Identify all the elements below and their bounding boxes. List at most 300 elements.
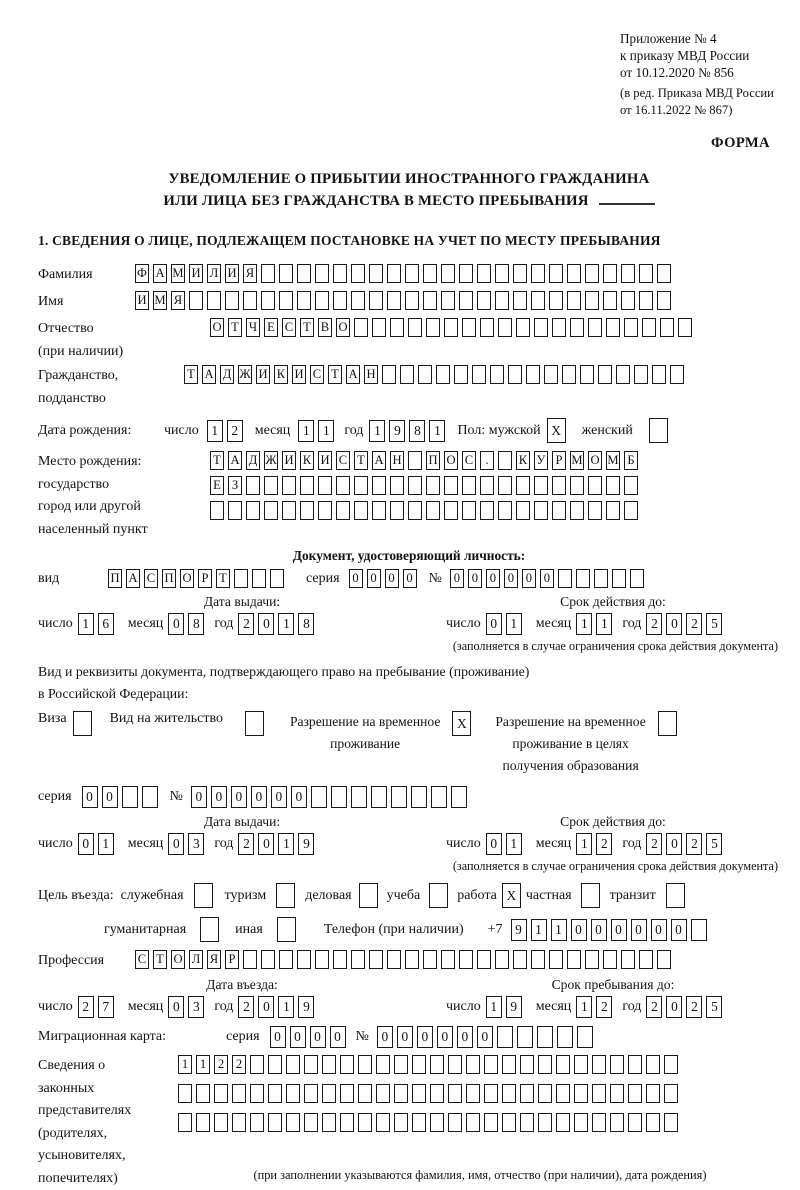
char-cell[interactable]: 0 (191, 786, 207, 808)
char-cell[interactable] (454, 365, 468, 384)
char-cell[interactable] (358, 1084, 372, 1103)
char-cell[interactable] (498, 476, 512, 495)
char-cell[interactable] (646, 1113, 660, 1132)
char-cell[interactable] (567, 264, 581, 283)
char-cell[interactable] (646, 1055, 660, 1074)
char-cell[interactable]: 0 (450, 569, 464, 588)
char-cell[interactable]: М (606, 451, 620, 470)
char-cell[interactable] (502, 1113, 516, 1132)
char-cell[interactable] (497, 1026, 513, 1048)
char-cell[interactable]: 0 (385, 569, 399, 588)
char-cell[interactable]: Т (216, 569, 230, 588)
char-cell[interactable] (448, 1084, 462, 1103)
char-cell[interactable] (513, 950, 527, 969)
char-cell[interactable] (448, 1055, 462, 1074)
char-cell[interactable] (408, 318, 422, 337)
char-cell[interactable] (556, 1055, 570, 1074)
char-cell[interactable] (490, 365, 504, 384)
char-cell[interactable]: 6 (98, 613, 114, 635)
char-cell[interactable]: К (300, 451, 314, 470)
char-cell[interactable]: 2 (596, 996, 612, 1018)
char-cell[interactable] (394, 1055, 408, 1074)
char-cell[interactable] (441, 950, 455, 969)
char-cell[interactable] (657, 264, 671, 283)
char-cell[interactable] (477, 264, 491, 283)
char-cell[interactable]: 0 (270, 1026, 286, 1048)
char-cell[interactable] (315, 291, 329, 310)
char-cell[interactable] (603, 950, 617, 969)
char-cell[interactable] (594, 569, 608, 588)
char-cell[interactable] (390, 501, 404, 520)
char-cell[interactable] (646, 1084, 660, 1103)
char-cell[interactable] (423, 950, 437, 969)
birth-month-cells[interactable] (298, 420, 334, 442)
char-cell[interactable]: . (480, 451, 494, 470)
birthplace-row1-cells[interactable] (210, 451, 638, 470)
char-cell[interactable]: С (336, 451, 350, 470)
char-cell[interactable]: С (462, 451, 476, 470)
char-cell[interactable] (628, 1055, 642, 1074)
char-cell[interactable] (606, 318, 620, 337)
char-cell[interactable] (462, 318, 476, 337)
char-cell[interactable] (412, 1113, 426, 1132)
char-cell[interactable] (436, 365, 450, 384)
char-cell[interactable] (426, 476, 440, 495)
char-cell[interactable]: 1 (506, 613, 522, 635)
char-cell[interactable]: 1 (531, 919, 547, 941)
char-cell[interactable]: 0 (330, 1026, 346, 1048)
char-cell[interactable] (252, 569, 266, 588)
char-cell[interactable] (304, 1055, 318, 1074)
char-cell[interactable] (315, 264, 329, 283)
char-cell[interactable] (574, 1055, 588, 1074)
passport-valid-month-cells[interactable] (576, 613, 612, 635)
char-cell[interactable] (441, 264, 455, 283)
representatives-row3-cells[interactable] (178, 1113, 678, 1132)
char-cell[interactable]: Т (328, 365, 342, 384)
char-cell[interactable] (624, 318, 638, 337)
char-cell[interactable]: 0 (290, 1026, 306, 1048)
char-cell[interactable] (556, 1113, 570, 1132)
char-cell[interactable]: 0 (417, 1026, 433, 1048)
char-cell[interactable] (634, 365, 648, 384)
sex-female-checkbox[interactable] (649, 418, 668, 443)
char-cell[interactable]: 1 (298, 420, 314, 442)
char-cell[interactable]: К (516, 451, 530, 470)
char-cell[interactable] (408, 501, 422, 520)
char-cell[interactable] (250, 1113, 264, 1132)
char-cell[interactable] (225, 291, 239, 310)
char-cell[interactable] (657, 291, 671, 310)
char-cell[interactable]: А (202, 365, 216, 384)
passport-number-cells[interactable] (450, 569, 644, 588)
char-cell[interactable] (616, 365, 630, 384)
char-cell[interactable] (606, 476, 620, 495)
char-cell[interactable] (484, 1084, 498, 1103)
char-cell[interactable] (502, 1084, 516, 1103)
birth-year-cells[interactable] (369, 420, 445, 442)
char-cell[interactable]: 1 (207, 420, 223, 442)
char-cell[interactable]: 2 (646, 833, 662, 855)
char-cell[interactable] (484, 1055, 498, 1074)
char-cell[interactable] (234, 569, 248, 588)
entry-month-cells[interactable] (168, 996, 204, 1018)
entry-day-cells[interactable] (78, 996, 114, 1018)
char-cell[interactable]: 1 (196, 1055, 210, 1074)
char-cell[interactable] (210, 501, 224, 520)
char-cell[interactable]: П (426, 451, 440, 470)
permit-valid-year-cells[interactable] (646, 833, 722, 855)
char-cell[interactable]: О (588, 451, 602, 470)
char-cell[interactable] (444, 318, 458, 337)
char-cell[interactable] (477, 950, 491, 969)
char-cell[interactable]: 9 (511, 919, 527, 941)
char-cell[interactable] (311, 786, 327, 808)
passport-valid-year-cells[interactable] (646, 613, 722, 635)
char-cell[interactable] (549, 264, 563, 283)
char-cell[interactable]: 0 (522, 569, 536, 588)
char-cell[interactable]: Ф (135, 264, 149, 283)
char-cell[interactable]: 0 (651, 919, 667, 941)
char-cell[interactable] (621, 291, 635, 310)
char-cell[interactable]: 1 (596, 613, 612, 635)
char-cell[interactable] (390, 476, 404, 495)
char-cell[interactable]: О (180, 569, 194, 588)
char-cell[interactable] (531, 264, 545, 283)
char-cell[interactable]: О (336, 318, 350, 337)
char-cell[interactable]: 0 (310, 1026, 326, 1048)
char-cell[interactable] (351, 264, 365, 283)
entry-year-cells[interactable] (238, 996, 314, 1018)
char-cell[interactable]: 0 (403, 569, 417, 588)
char-cell[interactable] (430, 1055, 444, 1074)
char-cell[interactable]: Л (207, 264, 221, 283)
char-cell[interactable]: 2 (238, 613, 254, 635)
char-cell[interactable] (340, 1084, 354, 1103)
char-cell[interactable] (448, 1113, 462, 1132)
char-cell[interactable] (592, 1055, 606, 1074)
char-cell[interactable]: 0 (540, 569, 554, 588)
char-cell[interactable] (279, 264, 293, 283)
char-cell[interactable] (549, 291, 563, 310)
char-cell[interactable] (300, 501, 314, 520)
char-cell[interactable]: Е (210, 476, 224, 495)
char-cell[interactable] (369, 264, 383, 283)
char-cell[interactable] (232, 1113, 246, 1132)
purpose-checkbox[interactable] (581, 883, 600, 908)
char-cell[interactable] (405, 291, 419, 310)
char-cell[interactable] (400, 365, 414, 384)
char-cell[interactable]: О (444, 451, 458, 470)
char-cell[interactable] (318, 501, 332, 520)
char-cell[interactable] (376, 1055, 390, 1074)
char-cell[interactable] (538, 1113, 552, 1132)
char-cell[interactable]: М (171, 264, 185, 283)
char-cell[interactable]: 2 (238, 833, 254, 855)
char-cell[interactable]: Т (300, 318, 314, 337)
char-cell[interactable]: 1 (506, 833, 522, 855)
char-cell[interactable] (228, 501, 242, 520)
char-cell[interactable] (214, 1084, 228, 1103)
char-cell[interactable]: Я (207, 950, 221, 969)
char-cell[interactable] (336, 476, 350, 495)
char-cell[interactable]: Ж (238, 365, 252, 384)
char-cell[interactable]: Б (624, 451, 638, 470)
char-cell[interactable]: 0 (377, 1026, 393, 1048)
char-cell[interactable] (304, 1084, 318, 1103)
char-cell[interactable] (122, 786, 138, 808)
char-cell[interactable]: Т (210, 451, 224, 470)
char-cell[interactable]: 5 (706, 996, 722, 1018)
char-cell[interactable] (426, 501, 440, 520)
char-cell[interactable] (391, 786, 407, 808)
char-cell[interactable] (282, 501, 296, 520)
char-cell[interactable] (178, 1113, 192, 1132)
char-cell[interactable] (664, 1113, 678, 1132)
char-cell[interactable] (592, 1113, 606, 1132)
char-cell[interactable] (318, 476, 332, 495)
char-cell[interactable] (207, 291, 221, 310)
char-cell[interactable] (418, 365, 432, 384)
char-cell[interactable] (286, 1055, 300, 1074)
char-cell[interactable] (534, 501, 548, 520)
char-cell[interactable]: А (126, 569, 140, 588)
char-cell[interactable] (333, 291, 347, 310)
char-cell[interactable]: 9 (389, 420, 405, 442)
char-cell[interactable] (340, 1113, 354, 1132)
char-cell[interactable] (423, 264, 437, 283)
char-cell[interactable]: 5 (706, 613, 722, 635)
char-cell[interactable] (495, 291, 509, 310)
char-cell[interactable] (369, 950, 383, 969)
representatives-row2-cells[interactable] (178, 1084, 678, 1103)
char-cell[interactable]: 0 (486, 613, 502, 635)
char-cell[interactable] (610, 1055, 624, 1074)
purpose-checkbox[interactable] (277, 917, 296, 942)
char-cell[interactable] (354, 318, 368, 337)
char-cell[interactable] (498, 318, 512, 337)
char-cell[interactable] (279, 291, 293, 310)
char-cell[interactable] (570, 501, 584, 520)
char-cell[interactable] (411, 786, 427, 808)
char-cell[interactable] (657, 950, 671, 969)
char-cell[interactable] (264, 476, 278, 495)
char-cell[interactable] (270, 569, 284, 588)
char-cell[interactable]: С (135, 950, 149, 969)
char-cell[interactable]: М (570, 451, 584, 470)
char-cell[interactable]: И (189, 264, 203, 283)
char-cell[interactable]: О (210, 318, 224, 337)
char-cell[interactable]: С (282, 318, 296, 337)
char-cell[interactable]: 2 (78, 996, 94, 1018)
char-cell[interactable] (480, 318, 494, 337)
char-cell[interactable]: 0 (671, 919, 687, 941)
char-cell[interactable]: 2 (646, 996, 662, 1018)
char-cell[interactable]: 8 (409, 420, 425, 442)
char-cell[interactable] (606, 501, 620, 520)
char-cell[interactable]: И (225, 264, 239, 283)
char-cell[interactable] (322, 1055, 336, 1074)
char-cell[interactable]: С (144, 569, 158, 588)
char-cell[interactable] (387, 950, 401, 969)
purpose-checkbox[interactable] (359, 883, 378, 908)
char-cell[interactable] (286, 1113, 300, 1132)
char-cell[interactable] (232, 1084, 246, 1103)
char-cell[interactable] (412, 1055, 426, 1074)
passport-valid-day-cells[interactable] (486, 613, 522, 635)
char-cell[interactable] (394, 1084, 408, 1103)
char-cell[interactable] (459, 291, 473, 310)
char-cell[interactable] (603, 291, 617, 310)
char-cell[interactable] (304, 1113, 318, 1132)
birth-day-cells[interactable] (207, 420, 243, 442)
char-cell[interactable] (358, 1055, 372, 1074)
char-cell[interactable] (585, 264, 599, 283)
char-cell[interactable] (286, 1084, 300, 1103)
char-cell[interactable]: 1 (278, 613, 294, 635)
char-cell[interactable]: 0 (258, 613, 274, 635)
char-cell[interactable]: 0 (477, 1026, 493, 1048)
char-cell[interactable] (552, 318, 566, 337)
char-cell[interactable]: 2 (646, 613, 662, 635)
char-cell[interactable]: 2 (596, 833, 612, 855)
char-cell[interactable]: 1 (278, 833, 294, 855)
permit-number-cells[interactable] (191, 786, 467, 808)
char-cell[interactable] (268, 1113, 282, 1132)
birthplace-row3-cells[interactable] (210, 501, 638, 520)
purpose-checkbox[interactable] (200, 917, 219, 942)
char-cell[interactable] (371, 786, 387, 808)
char-cell[interactable] (520, 1084, 534, 1103)
char-cell[interactable] (372, 501, 386, 520)
char-cell[interactable]: И (318, 451, 332, 470)
char-cell[interactable] (261, 264, 275, 283)
char-cell[interactable]: 1 (369, 420, 385, 442)
char-cell[interactable] (538, 1055, 552, 1074)
char-cell[interactable]: Л (189, 950, 203, 969)
char-cell[interactable] (516, 501, 530, 520)
char-cell[interactable]: 0 (437, 1026, 453, 1048)
char-cell[interactable]: 2 (238, 996, 254, 1018)
temp-permit-checkbox[interactable]: X (452, 711, 471, 736)
char-cell[interactable] (264, 501, 278, 520)
char-cell[interactable]: 0 (251, 786, 267, 808)
representatives-row1-cells[interactable] (178, 1055, 678, 1074)
char-cell[interactable] (660, 318, 674, 337)
char-cell[interactable] (621, 950, 635, 969)
char-cell[interactable]: П (108, 569, 122, 588)
char-cell[interactable] (444, 501, 458, 520)
char-cell[interactable]: Р (225, 950, 239, 969)
profession-cells[interactable] (135, 950, 671, 969)
purpose-checkbox[interactable] (666, 883, 685, 908)
char-cell[interactable]: Д (246, 451, 260, 470)
char-cell[interactable] (567, 950, 581, 969)
char-cell[interactable]: А (153, 264, 167, 283)
char-cell[interactable] (574, 1113, 588, 1132)
given-name-cells[interactable] (135, 291, 671, 310)
char-cell[interactable] (537, 1026, 553, 1048)
char-cell[interactable]: П (162, 569, 176, 588)
char-cell[interactable] (691, 919, 707, 941)
char-cell[interactable]: Я (171, 291, 185, 310)
residence-permit-checkbox[interactable] (245, 711, 264, 736)
char-cell[interactable] (333, 950, 347, 969)
permit-issue-year-cells[interactable] (238, 833, 314, 855)
char-cell[interactable]: О (171, 950, 185, 969)
char-cell[interactable] (516, 476, 530, 495)
char-cell[interactable] (351, 950, 365, 969)
char-cell[interactable] (189, 291, 203, 310)
char-cell[interactable] (268, 1055, 282, 1074)
migration-number-cells[interactable] (377, 1026, 593, 1048)
char-cell[interactable] (526, 365, 540, 384)
char-cell[interactable] (588, 501, 602, 520)
char-cell[interactable]: 0 (78, 833, 94, 855)
char-cell[interactable]: 0 (504, 569, 518, 588)
char-cell[interactable] (466, 1055, 480, 1074)
char-cell[interactable] (585, 950, 599, 969)
permit-valid-month-cells[interactable] (576, 833, 612, 855)
char-cell[interactable] (466, 1113, 480, 1132)
char-cell[interactable]: Т (228, 318, 242, 337)
char-cell[interactable]: 0 (611, 919, 627, 941)
char-cell[interactable]: Т (184, 365, 198, 384)
char-cell[interactable] (549, 950, 563, 969)
char-cell[interactable] (261, 950, 275, 969)
char-cell[interactable] (250, 1084, 264, 1103)
passport-series-cells[interactable] (349, 569, 417, 588)
char-cell[interactable] (441, 291, 455, 310)
char-cell[interactable] (562, 365, 576, 384)
char-cell[interactable]: 0 (468, 569, 482, 588)
char-cell[interactable] (577, 1026, 593, 1048)
char-cell[interactable] (552, 476, 566, 495)
char-cell[interactable]: Р (552, 451, 566, 470)
char-cell[interactable]: А (228, 451, 242, 470)
char-cell[interactable]: 9 (506, 996, 522, 1018)
char-cell[interactable]: А (346, 365, 360, 384)
char-cell[interactable]: 0 (591, 919, 607, 941)
char-cell[interactable] (142, 786, 158, 808)
char-cell[interactable] (358, 1113, 372, 1132)
char-cell[interactable]: 0 (168, 833, 184, 855)
birthplace-row2-cells[interactable] (210, 476, 638, 495)
char-cell[interactable] (580, 365, 594, 384)
char-cell[interactable] (430, 1113, 444, 1132)
char-cell[interactable]: Р (198, 569, 212, 588)
char-cell[interactable] (394, 1113, 408, 1132)
char-cell[interactable] (340, 1055, 354, 1074)
char-cell[interactable] (376, 1113, 390, 1132)
char-cell[interactable]: Н (390, 451, 404, 470)
patronymic-cells[interactable] (210, 318, 692, 337)
char-cell[interactable] (408, 451, 422, 470)
char-cell[interactable] (387, 291, 401, 310)
char-cell[interactable]: 2 (227, 420, 243, 442)
char-cell[interactable] (351, 786, 367, 808)
char-cell[interactable]: 2 (686, 996, 702, 1018)
char-cell[interactable] (196, 1113, 210, 1132)
char-cell[interactable] (246, 501, 260, 520)
char-cell[interactable]: 0 (457, 1026, 473, 1048)
char-cell[interactable] (246, 476, 260, 495)
char-cell[interactable] (178, 1084, 192, 1103)
char-cell[interactable]: 9 (298, 996, 314, 1018)
char-cell[interactable] (610, 1084, 624, 1103)
char-cell[interactable]: М (153, 291, 167, 310)
char-cell[interactable] (531, 950, 545, 969)
